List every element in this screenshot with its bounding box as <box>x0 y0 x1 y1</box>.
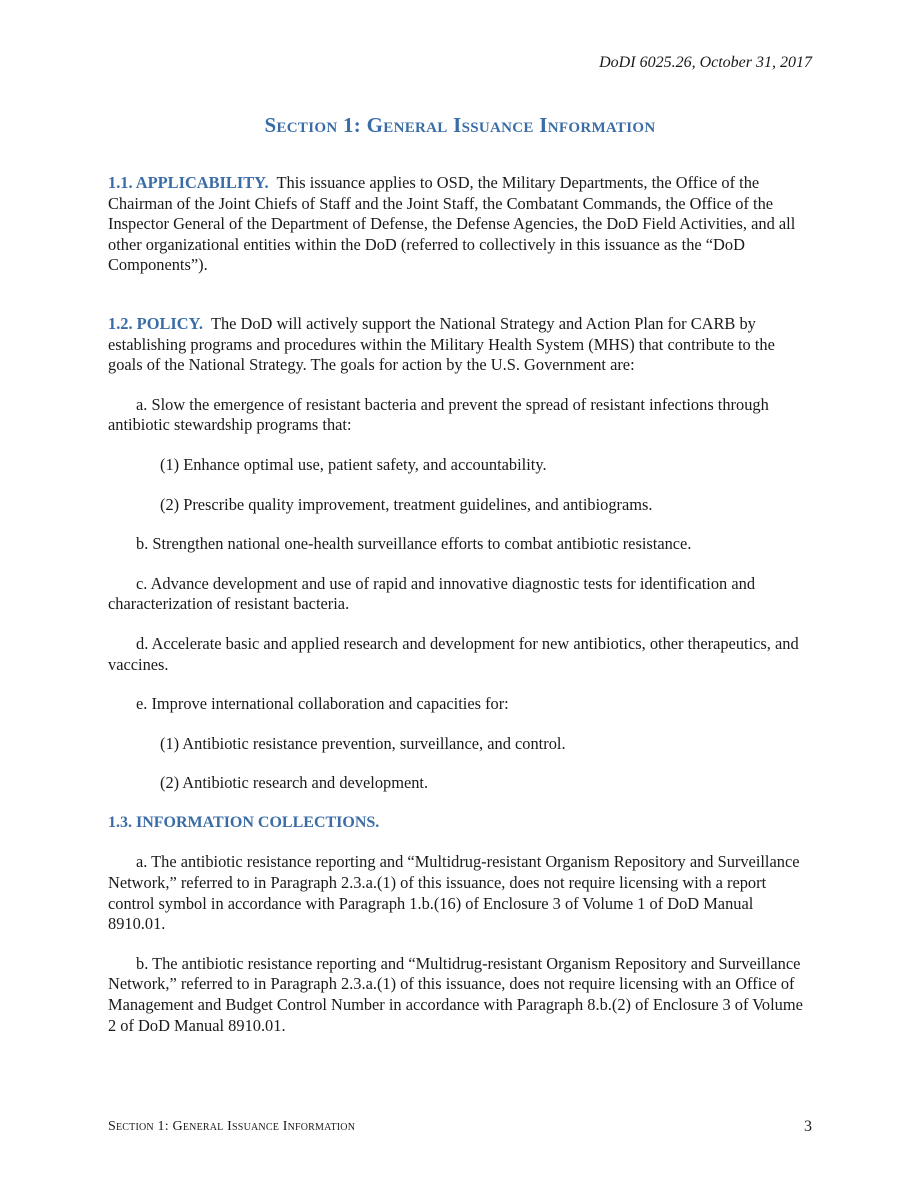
policy-item-a: a. Slow the emergence of resistant bacteria and prevent the spread of resistant infections through antibiotic stewardship programs that: <box>108 394 769 435</box>
footer-page-number: 3 <box>804 1118 812 1135</box>
information-collections-item-a: a. The antibiotic resistance reporting and “Multidrug-resistant Organism Repository and Surveillance Network,” referred to in Paragraph 2.3.a.(1) of this issuance, does not require licensing with a report control symbol in accordance with Paragraph 1.b.(16) of Enclosure 3 of Volume 1 of DoD Manual 8910.01. <box>108 852 800 934</box>
policy-item-b: b. Strengthen national one-health surveillance efforts to combat antibiotic resistance. <box>136 534 692 554</box>
document-reference-header: DoDI 6025.26, October 31, 2017 <box>599 54 812 71</box>
paragraph-policy <box>108 314 813 376</box>
policy-item-a1: (1) Enhance optimal use, patient safety, and accountability. <box>160 454 547 474</box>
policy-item-e: e. Improve international collaboration and capacities for: <box>136 694 509 714</box>
section-title: Section 1: General Issuance Information <box>264 113 656 137</box>
policy-item-a2: (2) Prescribe quality improvement, treatment guidelines, and antibiograms. <box>160 494 653 514</box>
footer-section-label: Section 1: General Issuance Information <box>108 1119 356 1134</box>
policy-item-e1: (1) Antibiotic resistance prevention, surveillance, and control. <box>160 733 566 753</box>
paragraph-applicability <box>108 173 813 276</box>
document-body <box>108 173 813 1036</box>
policy-item-e2: (2) Antibiotic research and development. <box>160 773 429 793</box>
applicability-text: This issuance applies to OSD, the Military Departments, the Office of the Chairman of the Joint Chiefs of Staff and the Joint Staff, the Combatant Commands, the Office of the Inspector General of the Department of Defense, the Defense Agencies, the DoD Field Activities, and all other organizational entities within the DoD (referred to collectively in this issuance as the “DoD Components”). <box>108 173 796 275</box>
policy-item-d: d. Accelerate basic and applied research and development for new antibiotics, other therapeutics, and vaccines. <box>108 633 799 674</box>
heading-applicability: 1.1. APPLICABILITY. <box>108 173 269 192</box>
policy-item-c: c. Advance development and use of rapid and innovative diagnostic tests for identification and characterization of resistant bacteria. <box>108 573 756 614</box>
heading-information-collections: 1.3. INFORMATION COLLECTIONS. <box>108 813 380 831</box>
information-collections-item-b: b. The antibiotic resistance reporting and “Multidrug-resistant Organism Repository and Surveillance Network,” referred to in Paragraph 2.3.a.(1) of this issuance, does not require licensing with an Office of Management and Budget Control Number in accordance with Paragraph 8.b.(2) of Enclosure 3 of Volume 2 of DoD Manual 8910.01. <box>108 953 803 1035</box>
heading-policy: 1.2. POLICY. <box>108 313 204 333</box>
policy-text: The DoD will actively support the National Strategy and Action Plan for CARB by establishing programs and procedures within the Military Health System (MHS) that contribute to the goals of the National Strategy. The goals for action by the U.S. Government are: <box>108 313 775 375</box>
